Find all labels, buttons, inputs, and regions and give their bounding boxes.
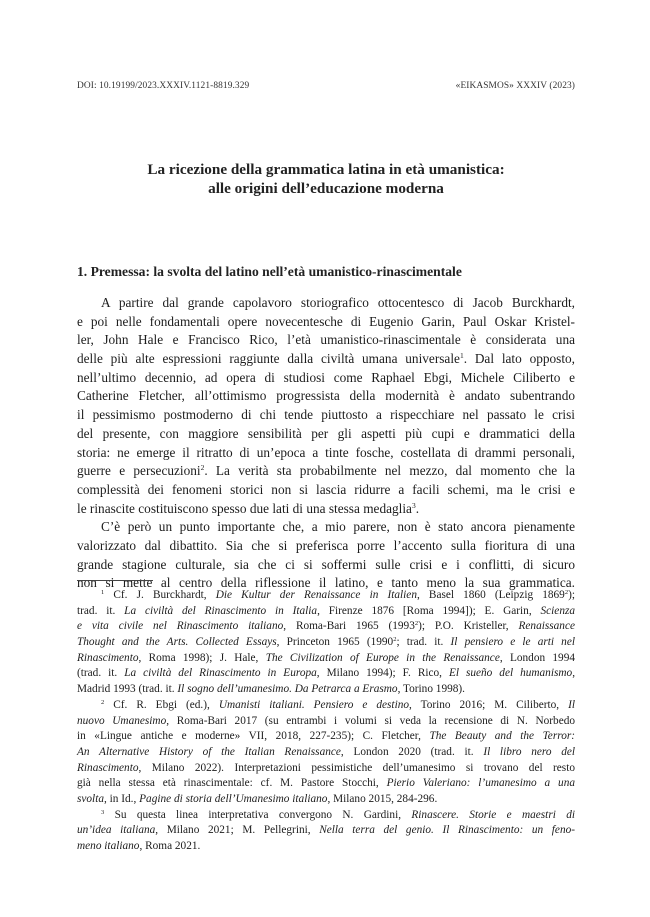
text-line: C’è però un punto importante che, a mio parere, non è stato ancora pienamente (101, 519, 575, 535)
footnote-line (77, 619, 575, 635)
italic-title: Rinascimento (77, 651, 139, 664)
article-title (77, 160, 575, 198)
text-span: , Roma-Bari 2017 (su entrambi i volumi si veda la recensione di N. Norbedo (166, 714, 576, 727)
text-line: non si mette al centro della riflessione il latino, e tanto meno la sua grammatica. (77, 575, 575, 591)
text-span: , in Id., (104, 792, 140, 805)
text-span: Cf. R. Ebgi (ed.), (113, 698, 219, 711)
doi-label: DOI: 10.19199/2023.XXXIV.1121-8819.329 (77, 81, 250, 91)
text-line: valorizzato dal dibattito. Sia che si preferisca porre l’accento sulla fioritura di una (77, 537, 575, 553)
text-span: , Torino 2016; M. Ciliberto, (409, 698, 569, 711)
text-line: storia: ne emerge il ritratto di un’epoca a tinte fosche, costellata di drammi personali, (77, 444, 575, 460)
italic-title: Il sogno dell’umanesimo. Da Petrarca a Erasmo (177, 683, 398, 696)
text-line (77, 462, 575, 481)
text-line: nell’ultimo decennio, ad opera di studiosi come Raphael Ebgi, Michele Ciliberto e (77, 369, 575, 385)
text-span: Madrid 1993 (trad. it. (77, 683, 178, 696)
text-line: complessità dei fenomeni storici non si lascia ridurre a facili schemi, ma le crisi e (77, 481, 575, 497)
footnote-line (77, 761, 575, 777)
text-line (77, 350, 575, 369)
text-span: , London 2020 (trad. it. (340, 745, 484, 758)
italic-title: Scienza (540, 604, 576, 617)
text-span: (trad. it. (77, 667, 125, 680)
italic-title: Renaissance (518, 620, 575, 633)
italic-title: meno italiano (77, 840, 140, 852)
text-span: , Roma 2021. (139, 840, 201, 852)
italic-title: Thought and the Arts. Collected Essays (77, 636, 277, 649)
text-span: , Torino 1998). (397, 683, 465, 696)
text-span: , London 1994 (499, 651, 576, 664)
edition-sup: 2 (414, 620, 419, 628)
text-span: , Milano 1994); F. Rico, (316, 667, 449, 680)
text-span: in «Lingue antiche e moderne» VII, 2018, 227-235); C. Fletcher, (77, 730, 430, 743)
edition-sup: 2 (564, 589, 569, 596)
footnote-line (77, 808, 575, 824)
italic-title: Rinascimento (77, 761, 139, 774)
footnote-number: 2 (101, 698, 105, 706)
text-span: Cf. J. Burckhardt, (113, 589, 216, 601)
italic-title: un’idea italiana (77, 824, 156, 837)
footnote-line (77, 839, 575, 855)
italic-title: La civiltà del Rinascimento in Europa (124, 667, 317, 680)
italic-title: The Beauty and the Terror: (429, 730, 576, 743)
text-line: e poi nelle fondamentali opere novecentesche di Eugenio Garin, Paul Oskar Kristel- (77, 313, 575, 329)
text-span: , Milano 2015, 284-296. (327, 792, 438, 805)
text-span: . (415, 500, 420, 516)
italic-title: La civiltà del Rinascimento in Italia (124, 604, 318, 617)
footnote-ref[interactable]: 3 (411, 500, 416, 510)
text-span: guerre e persecuzioni (77, 463, 201, 479)
footnote-line (77, 588, 575, 604)
footnote-ref[interactable]: 2 (200, 463, 205, 473)
footnote-line (77, 729, 575, 745)
text-span: ; trad. it. (396, 636, 451, 649)
article-title-line: La ricezione della grammatica latina in età umanistica: (147, 161, 505, 178)
edition-sup: 2 (393, 636, 397, 644)
footnote-number: 1 (101, 589, 105, 596)
footnote-line (77, 666, 575, 682)
text-line: del presente, con maggiore sensibilità per gli aspetti più cupi e drammatici della (77, 425, 575, 441)
footnote-line (77, 604, 575, 620)
text-span: , Milano 2021; M. Pellegrini, (155, 824, 320, 837)
italic-title: Il pensiero e le arti nel (450, 636, 575, 649)
text-line: grande stagione culturale, sia che ci si soffermi sulle crisi e i conflitti, di sicuro (77, 556, 575, 572)
text-span: , Basel 1860 (Leipzig 1869 (416, 589, 565, 601)
text-span: ); (568, 589, 575, 601)
italic-title: Il libro nero del (483, 745, 576, 758)
italic-title: Umanisti italiani. Pensiero e destino (218, 698, 410, 711)
italic-title: Rinascere. Storie e maestri di (411, 808, 575, 821)
text-span: . La verità sta probabilmente nel mezzo, dal momento che la (204, 463, 575, 479)
italic-title: An Alternative History of the Italian Renaissance (77, 745, 341, 758)
footnote-line (77, 698, 575, 714)
body-text (77, 294, 575, 593)
text-span: , Princeton 1965 (1990 (276, 636, 394, 649)
text-span: trad. it. (77, 604, 125, 617)
italic-title: The Civilization of Europe in the Renaissance (265, 651, 500, 664)
text-span: delle più alte espressioni raggiunte dalla civiltà umana universale (77, 351, 460, 367)
text-span: le rinascite costituiscono spesso due lati di una stessa medaglia (77, 500, 412, 516)
footnote-ref[interactable]: 1 (459, 351, 464, 361)
footnote-number: 3 (101, 808, 105, 816)
footnote-line (77, 651, 575, 667)
text-line: A partire dal grande capolavoro storiografico ottocentesco di Jacob Burckhardt, (101, 295, 575, 310)
italic-title: Die Kultur der Renaissance in Italien (215, 589, 417, 601)
text-span: , Roma 1998); J. Hale, (138, 651, 266, 664)
italic-title: e vita civile nel Rinascimento italiano (77, 620, 284, 633)
section-heading: 1. Premessa: la svolta del latino nell’età umanistico-rinascimentale (77, 264, 462, 279)
footnote-line (77, 792, 575, 808)
text-line: ler, John Hale e Francisco Rico, l’età umanistico-rinascimentale è considerata una (77, 332, 575, 348)
article-title-line: alle origini dell’educazione moderna (208, 180, 444, 197)
text-span: Su questa linea interpretativa convergono N. Gardini, (114, 808, 412, 821)
text-span: , (572, 667, 576, 680)
footnote-separator (77, 580, 153, 581)
footnote-line (77, 635, 575, 651)
text-span: ); P.O. Kristeller, (418, 620, 519, 633)
text-span: , Milano 2022). Interpretazioni pessimistiche dell’umanesimo si trovano del resto (138, 761, 575, 774)
italic-title: Nella terra del genio. Il Rinascimento: un feno- (319, 824, 575, 837)
footnote-line (77, 745, 575, 761)
text-line (77, 500, 575, 519)
footnotes (77, 588, 575, 855)
italic-title: Pagine di storia dell’Umanesimo italiano (139, 792, 328, 805)
text-line: il pessimismo postmoderno di chi tende piuttosto a rispecchiare nel passato le crisi (77, 407, 575, 423)
italic-title: nuovo Umanesimo (77, 714, 167, 727)
italic-title: Pierio Valeriano: l’umanesimo a una (386, 777, 575, 790)
footnote-line (77, 823, 575, 839)
text-span: . Dal lato opposto, (463, 351, 576, 367)
footnote-line (77, 714, 575, 730)
text-line: Catherine Fletcher, all’ottimismo progressista della modernità è andato subentrando (77, 388, 575, 404)
text-span: , Firenze 1876 [Roma 1994]); E. Garin, (317, 604, 541, 617)
italic-title: svolta (77, 792, 104, 805)
footnote-line (77, 682, 575, 698)
footnote-line (77, 776, 575, 792)
journal-label: «EIKASMOS» XXXIV (2023) (455, 81, 575, 91)
italic-title: Il (568, 698, 575, 711)
italic-title: El sueño del humanismo (448, 667, 573, 680)
text-span: , Roma-Bari 1965 (1993 (283, 620, 415, 633)
text-span: già nella stessa età rinascimentale: cf. M. Pastore Stocchi, (77, 777, 387, 790)
